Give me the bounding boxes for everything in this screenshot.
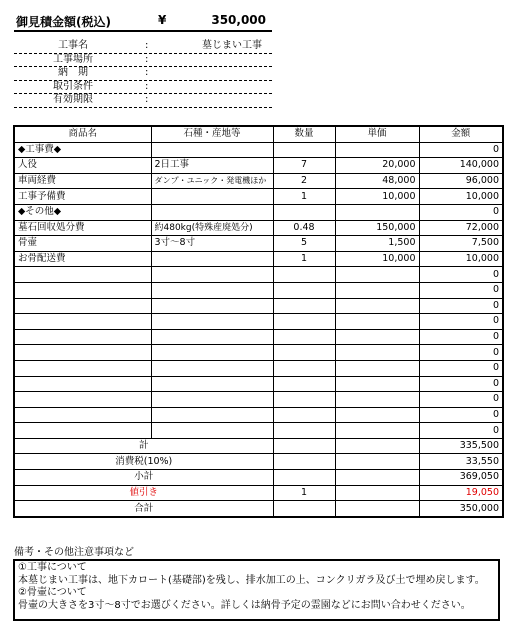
info-label: 有効期限 xyxy=(53,94,93,105)
amount-cell: 0 xyxy=(419,392,503,408)
notes-line: 本墓じまい工事は、地下カロート(基礎部)を残し、排水加工の上、コンクリガラ及び土で埋め戻します。 xyxy=(18,574,485,586)
quantity-cell xyxy=(273,204,335,220)
table-row xyxy=(14,298,503,314)
info-colon: : xyxy=(145,80,149,92)
info-row xyxy=(14,94,272,108)
table-row xyxy=(14,345,503,361)
spec-cell xyxy=(151,189,273,205)
table-row xyxy=(14,314,503,330)
table-row xyxy=(14,376,503,392)
table-row xyxy=(14,158,503,174)
info-label: 工事名 xyxy=(58,40,88,51)
quantity-cell xyxy=(273,345,335,361)
quantity-cell: 5 xyxy=(273,236,335,252)
table-header-row xyxy=(14,126,503,142)
amount-cell: 0 xyxy=(419,360,503,376)
summary-quantity xyxy=(273,501,335,517)
spec-cell xyxy=(151,282,273,298)
quantity-cell xyxy=(273,360,335,376)
table-row xyxy=(14,236,503,252)
item-name-cell: 車両経費 xyxy=(14,173,151,189)
quantity-cell: 2 xyxy=(273,173,335,189)
item-name-cell xyxy=(14,267,151,283)
item-name-cell: ◆その他◆ xyxy=(14,204,151,220)
unit-price-cell xyxy=(335,314,419,330)
info-row xyxy=(14,81,272,95)
quantity-cell: 7 xyxy=(273,158,335,174)
item-name-cell: 墓石回収処分費 xyxy=(14,220,151,236)
summary-blank-cell xyxy=(335,485,419,501)
grand-total-row xyxy=(14,501,503,517)
unit-price-cell: 10,000 xyxy=(335,189,419,205)
spec-cell: 2日工事 xyxy=(151,158,273,174)
quantity-cell xyxy=(273,329,335,345)
spec-cell xyxy=(151,392,273,408)
info-row xyxy=(14,54,272,68)
summary-amount: 33,550 xyxy=(419,454,503,470)
summary-label: 計 xyxy=(14,438,273,454)
spec-cell xyxy=(151,314,273,330)
quantity-cell xyxy=(273,407,335,423)
summary-label: 合計 xyxy=(14,501,273,517)
total-with-tax-row xyxy=(14,470,503,486)
spec-cell xyxy=(151,251,273,267)
summary-quantity xyxy=(273,438,335,454)
quantity-cell xyxy=(273,298,335,314)
header-spec: 石種・産地等 xyxy=(151,126,273,142)
summary-label: 消費税(10%) xyxy=(14,454,273,470)
unit-price-cell xyxy=(335,407,419,423)
unit-price-cell xyxy=(335,267,419,283)
info-colon: : xyxy=(145,53,149,65)
table-row xyxy=(14,189,503,205)
quantity-cell xyxy=(273,142,335,158)
notes-line: ②骨壷について xyxy=(18,587,87,598)
info-colon: : xyxy=(145,67,149,78)
table-row xyxy=(14,407,503,423)
item-name-cell xyxy=(14,298,151,314)
amount-cell: 0 xyxy=(419,298,503,314)
quantity-cell: 1 xyxy=(273,251,335,267)
spec-cell: 3寸～8寸 xyxy=(151,236,273,252)
unit-price-cell: 10,000 xyxy=(335,251,419,267)
amount-cell: 0 xyxy=(419,376,503,392)
spec-cell xyxy=(151,423,273,439)
amount-cell: 0 xyxy=(419,345,503,361)
unit-price-cell: 20,000 xyxy=(335,158,419,174)
notes-line: ①工事について xyxy=(18,562,87,573)
unit-price-cell xyxy=(335,360,419,376)
spec-cell: 約480kg(特殊産廃処分) xyxy=(151,220,273,236)
unit-price-cell xyxy=(335,376,419,392)
summary-blank-cell xyxy=(335,438,419,454)
info-label: 取引条件 xyxy=(53,80,93,92)
table-row xyxy=(14,267,503,283)
quantity-cell xyxy=(273,423,335,439)
notes-line: 骨壷の大きさを3寸～8寸でお選びください。詳しくは納骨予定の霊園などにお問い合わせください。 xyxy=(18,599,471,611)
amount-cell: 10,000 xyxy=(419,189,503,205)
unit-price-cell xyxy=(335,204,419,220)
summary-label: 小計 xyxy=(14,470,273,486)
amount-cell: 0 xyxy=(419,267,503,283)
spec-cell xyxy=(151,204,273,220)
table-row xyxy=(14,204,503,220)
quantity-cell: 0.48 xyxy=(273,220,335,236)
amount-cell: 72,000 xyxy=(419,220,503,236)
item-name-cell xyxy=(14,345,151,361)
info-label: 納 期 xyxy=(58,67,88,78)
item-name-cell xyxy=(14,407,151,423)
spec-cell xyxy=(151,407,273,423)
item-name-cell: 骨壷 xyxy=(14,236,151,252)
summary-amount: 19,050 xyxy=(419,485,503,501)
unit-price-cell xyxy=(335,142,419,158)
item-name-cell: ◆工事費◆ xyxy=(14,142,151,158)
notes-box xyxy=(13,559,500,621)
spec-cell: ダンプ・ユニック・発電機ほか xyxy=(151,173,273,189)
total-estimate xyxy=(14,8,272,32)
quantity-cell xyxy=(273,314,335,330)
unit-price-cell xyxy=(335,282,419,298)
info-value: 墓じまい工事 xyxy=(202,40,262,51)
item-name-cell: お骨配送費 xyxy=(14,251,151,267)
item-name-cell xyxy=(14,329,151,345)
item-name-cell xyxy=(14,314,151,330)
project-info xyxy=(14,40,272,108)
summary-blank-cell xyxy=(335,470,419,486)
table-row xyxy=(14,329,503,345)
unit-price-cell xyxy=(335,392,419,408)
table-row xyxy=(14,251,503,267)
amount-cell: 0 xyxy=(419,142,503,158)
estimate-table xyxy=(13,125,504,518)
table-row xyxy=(14,220,503,236)
amount-cell: 140,000 xyxy=(419,158,503,174)
item-name-cell xyxy=(14,282,151,298)
summary-blank-cell xyxy=(335,501,419,517)
info-row xyxy=(14,67,272,81)
spec-cell xyxy=(151,360,273,376)
table-row xyxy=(14,142,503,158)
item-name-cell: 工事予備費 xyxy=(14,189,151,205)
item-name-cell xyxy=(14,392,151,408)
header-quantity: 数量 xyxy=(273,126,335,142)
unit-price-cell xyxy=(335,423,419,439)
spec-cell xyxy=(151,329,273,345)
total-estimate-label: 御見積金額(税込) xyxy=(16,15,111,29)
yen-symbol: ¥ xyxy=(158,13,167,27)
summary-quantity: 1 xyxy=(273,485,335,501)
info-label: 工事場所 xyxy=(53,53,93,65)
amount-cell: 7,500 xyxy=(419,236,503,252)
spec-cell xyxy=(151,376,273,392)
tax-row xyxy=(14,454,503,470)
unit-price-cell xyxy=(335,329,419,345)
info-colon: : xyxy=(145,94,149,105)
discount-row xyxy=(14,485,503,501)
quantity-cell xyxy=(273,376,335,392)
summary-amount: 369,050 xyxy=(419,470,503,486)
item-name-cell xyxy=(14,423,151,439)
amount-cell: 0 xyxy=(419,423,503,439)
summary-blank-cell xyxy=(335,454,419,470)
unit-price-cell: 48,000 xyxy=(335,173,419,189)
unit-price-cell xyxy=(335,345,419,361)
item-name-cell xyxy=(14,360,151,376)
amount-cell: 10,000 xyxy=(419,251,503,267)
spec-cell xyxy=(151,345,273,361)
header-amount: 金額 xyxy=(419,126,503,142)
quantity-cell: 1 xyxy=(273,189,335,205)
total-estimate-amount: 350,000 xyxy=(211,13,266,27)
unit-price-cell: 150,000 xyxy=(335,220,419,236)
spec-cell xyxy=(151,267,273,283)
table-row xyxy=(14,423,503,439)
summary-amount: 335,500 xyxy=(419,438,503,454)
amount-cell: 0 xyxy=(419,314,503,330)
summary-quantity xyxy=(273,470,335,486)
item-name-cell: 人役 xyxy=(14,158,151,174)
spec-cell xyxy=(151,298,273,314)
quantity-cell xyxy=(273,282,335,298)
table-row xyxy=(14,392,503,408)
info-row xyxy=(14,40,272,54)
amount-cell: 0 xyxy=(419,204,503,220)
header-item-name: 商品名 xyxy=(14,126,151,142)
quantity-cell xyxy=(273,392,335,408)
summary-quantity xyxy=(273,454,335,470)
amount-cell: 0 xyxy=(419,329,503,345)
amount-cell: 96,000 xyxy=(419,173,503,189)
spec-cell xyxy=(151,142,273,158)
notes-title: 備考・その他注意事項など xyxy=(14,547,134,558)
header-unit-price: 単価 xyxy=(335,126,419,142)
unit-price-cell: 1,500 xyxy=(335,236,419,252)
subtotal-row xyxy=(14,438,503,454)
summary-amount: 350,000 xyxy=(419,501,503,517)
table-row xyxy=(14,360,503,376)
quantity-cell xyxy=(273,267,335,283)
amount-cell: 0 xyxy=(419,407,503,423)
info-colon: : xyxy=(145,40,149,51)
unit-price-cell xyxy=(335,298,419,314)
table-row xyxy=(14,173,503,189)
summary-label: 値引き xyxy=(14,485,273,501)
item-name-cell xyxy=(14,376,151,392)
table-row xyxy=(14,282,503,298)
amount-cell: 0 xyxy=(419,282,503,298)
